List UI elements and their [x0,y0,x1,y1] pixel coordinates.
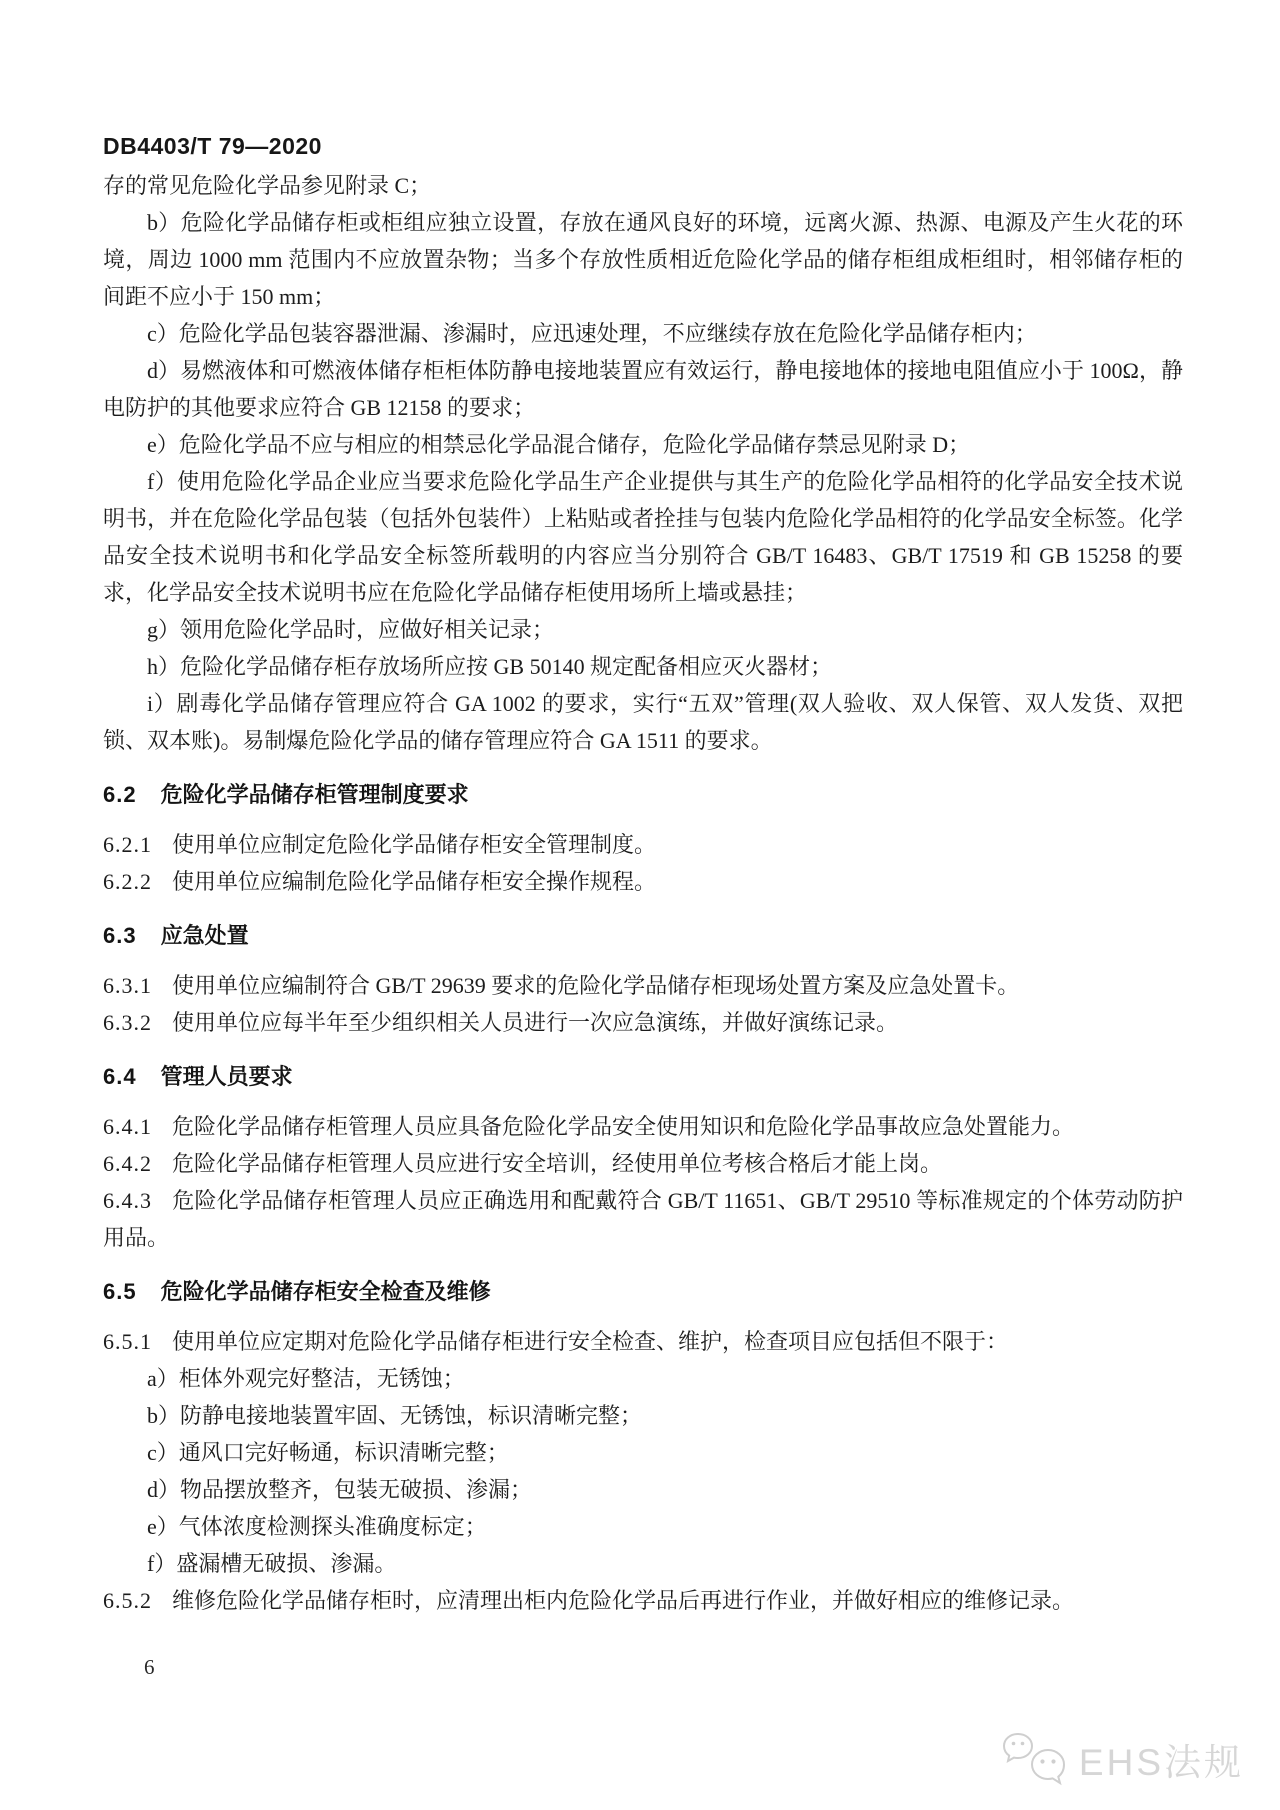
section-number: 6.3 [103,923,137,948]
watermark [1001,1731,1244,1787]
section-number: 6.4 [103,1064,137,1089]
clause-6-3-2 [103,1004,1183,1041]
check-item-a: a）柜体外观完好整洁，无锈蚀； [147,1366,465,1391]
list-item-b: b）危险化学品储存柜或柜组应独立设置，存放在通风良好的环境，远离火源、热源、电源及产生火花的环境，周边 1000 mm 范围内不应放置杂物；当多个存放性质相近危险化学品的储存柜组成柜组时，相邻储存柜的间距不应小于 150 mm； [103,210,1183,309]
clause-number: 6.4.1 [103,1114,152,1139]
list-item-c: c）危险化学品包装容器泄漏、渗漏时，应迅速处理，不应继续存放在危险化学品储存柜内； [147,321,1037,346]
clause-number: 6.2.1 [103,832,152,857]
section-title: 危险化学品储存柜管理制度要求 [160,782,469,807]
clause-6-2-1 [103,826,1183,863]
clause-6-4-1 [103,1108,1183,1145]
clause-number: 6.3.1 [103,973,152,998]
clause-text: 使用单位应编制危险化学品储存柜安全操作规程。 [172,869,657,894]
document-header [103,133,322,160]
wechat-icon [1001,1731,1071,1787]
clause-text: 使用单位应每半年至少组织相关人员进行一次应急演练，并做好演练记录。 [172,1010,899,1035]
clause-6-4-3 [103,1182,1183,1256]
clause-number: 6.5.2 [103,1588,152,1613]
clause-6-4-2 [103,1145,1183,1182]
section-heading-6-5 [103,1273,1183,1310]
clause-text: 维修危险化学品储存柜时，应清理出柜内危险化学品后再进行作业，并做好相应的维修记录。 [172,1588,1075,1613]
clause-6-3-1 [103,967,1183,1004]
list-item-g: g）领用危险化学品时，应做好相关记录； [147,617,555,642]
clause-number: 6.4.2 [103,1151,152,1176]
clause-number: 6.3.2 [103,1010,152,1035]
clause-number: 6.4.3 [103,1188,152,1213]
list-item-f: f）使用危险化学品企业应当要求危险化学品生产企业提供与其生产的危险化学品相符的化学品安全技术说明书，并在危险化学品包装（包括外包装件）上粘贴或者拴挂与包装内危险化学品相符的化学品安全标签。化学品安全技术说明书和化学品安全标签所载明的内容应当分别符合 GB/T 16483、GB/T 17519 和 GB 15258 的要求，化学品安全技术说明书应在危险化学品储存柜使用场所上墙或悬挂； [103,469,1183,605]
check-item-e: e）气体浓度检测探头准确度标定； [147,1514,487,1539]
clause-text: 危险化学品储存柜管理人员应进行安全培训，经使用单位考核合格后才能上岗。 [172,1151,943,1176]
check-item-f: f）盛漏槽无破损、渗漏。 [147,1551,397,1576]
section-title: 危险化学品储存柜安全检查及维修 [160,1279,491,1304]
section-title: 管理人员要求 [160,1064,293,1089]
clause-6-5-1 [103,1323,1183,1360]
list-item-e: e）危险化学品不应与相应的相禁忌化学品混合储存，危险化学品储存禁忌见附录 D； [147,432,971,457]
clause-text: 危险化学品储存柜管理人员应具备危险化学品安全使用知识和危险化学品事故应急处置能力。 [172,1114,1075,1139]
list-item-d: d）易燃液体和可燃液体储存柜柜体防静电接地装置应有效运行，静电接地体的接地电阻值应小于 100Ω，静电防护的其他要求应符合 GB 12158 的要求； [103,358,1183,420]
clause-text: 危险化学品储存柜管理人员应正确选用和配戴符合 GB/T 11651、GB/T 29510 等标准规定的个体劳动防护用品。 [103,1188,1183,1250]
paragraph-continuation: 存的常见危险化学品参见附录 C； [103,173,432,198]
section-number: 6.2 [103,782,137,807]
clause-number: 6.2.2 [103,869,152,894]
watermark-label: EHS法规 [1078,1742,1244,1783]
section-heading-6-4 [103,1058,1183,1095]
list-item-h: h）危险化学品储存柜存放场所应按 GB 50140 规定配备相应灭火器材； [147,654,833,679]
check-item-d: d）物品摆放整齐，包装无破损、渗漏； [147,1477,533,1502]
check-item-b: b）防静电接地装置牢固、无锈蚀，标识清晰完整； [147,1403,643,1428]
section-title: 应急处置 [160,923,249,948]
check-item-c: c）通风口完好畅通，标识清晰完整； [147,1440,509,1465]
list-item-i: i）剧毒化学品储存管理应符合 GA 1002 的要求，实行“五双”管理(双人验收、双人保管、双人发货、双把锁、双本账)。易制爆危险化学品的储存管理应符合 GA 1511 的要求。 [103,691,1183,753]
clause-text: 使用单位应编制符合 GB/T 29639 要求的危险化学品储存柜现场处置方案及应急处置卡。 [172,973,1020,998]
clause-text: 使用单位应制定危险化学品储存柜安全管理制度。 [172,832,657,857]
standard-number: DB4403/T 79—2020 [103,133,322,159]
section-number: 6.5 [103,1279,137,1304]
section-heading-6-2 [103,776,1183,813]
clause-number: 6.5.1 [103,1329,152,1354]
clause-6-2-2 [103,863,1183,900]
clause-6-5-2 [103,1582,1183,1619]
page-number: 6 [144,1655,155,1679]
section-heading-6-3 [103,917,1183,954]
document-content [103,167,1183,1619]
clause-text: 使用单位应定期对危险化学品储存柜进行安全检查、维护，检查项目应包括但不限于： [172,1329,1009,1354]
